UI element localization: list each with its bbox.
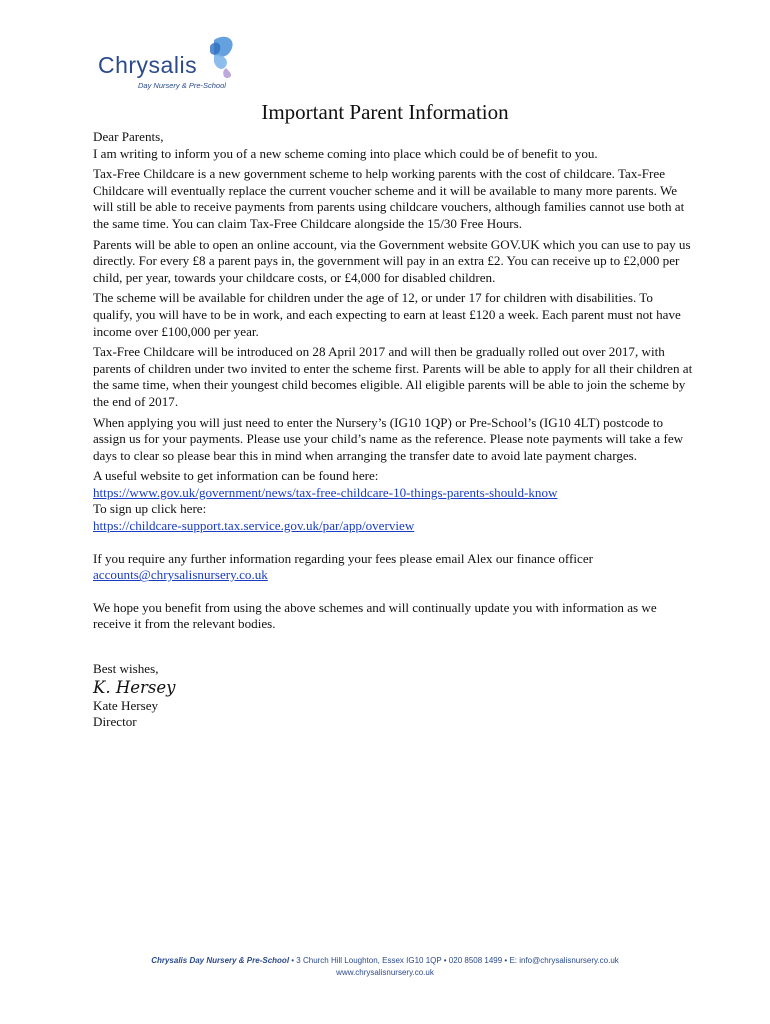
- signup-text: To sign up click here:: [93, 501, 207, 517]
- signoff: [93, 661, 693, 731]
- fees-email-link[interactable]: accounts@chrysalisnursery.co.uk: [93, 567, 268, 583]
- logo-name: Chrysalis: [98, 52, 198, 78]
- signup-link[interactable]: https://childcare-support.tax.service.gov.uk/par/app/overview: [93, 518, 415, 534]
- footer-details: • 3 Church Hill Loughton, Essex IG10 1QP • 020 8508 1499 • E: info@chrysalisnursery.co.uk: [289, 956, 619, 965]
- paragraph-eligibility: The scheme will be available for children under the age of 12, or under 17 for children with disabilities. To qualify, you will have to be in work, and each expecting to earn at least £120 a week. Each parent must not have income over £100,000 per year.: [93, 290, 681, 339]
- fees-section: [93, 551, 693, 584]
- signoff-greeting: Best wishes,: [93, 661, 159, 677]
- butterfly-icon: [200, 34, 240, 80]
- salutation: Dear Parents,: [93, 129, 164, 144]
- footer: [0, 955, 770, 979]
- page-title: Important Parent Information: [261, 100, 509, 124]
- footer-org: Chrysalis Day Nursery & Pre-School: [151, 956, 290, 965]
- footer-website[interactable]: www.chrysalisnursery.co.uk: [336, 968, 434, 977]
- paragraph-online-account: Parents will be able to open an online account, via the Government website GOV.UK which you can use to pay us directly. For every £8 a parent pays in, the government will pay in an extra £2. You can receive up to £2,000 per child, per year, towards your childcare costs, or £4,000 for disabled children.: [93, 236, 691, 285]
- closing-paragraph: We hope you benefit from using the above schemes and will continually update you with information as we receive it from the relevant bodies.: [93, 599, 657, 632]
- fees-text: If you require any further information regarding your fees please email Alex our finance officer: [93, 550, 594, 566]
- paragraph-tax-free-childcare: Tax-Free Childcare is a new government scheme to help working parents with the cost of childcare. Tax-Free Childcare will eventually replace the current voucher scheme and it will be available to many more parents. We will still be able to receive payments from parents using childcare vouchers, although families cannot use both at the same time. You can claim Tax-Free Childcare alongside the 15/30 Free Hours.: [93, 166, 685, 231]
- intro-paragraph: I am writing to inform you of a new scheme coming into place which could be of benefit to you.: [93, 145, 598, 161]
- signature: K. Hersey: [93, 677, 176, 697]
- info-link[interactable]: https://www.gov.uk/government/news/tax-free-childcare-10-things-parents-should-know: [93, 484, 558, 500]
- letter-body: [93, 129, 693, 731]
- chrysalis-logo: [98, 34, 273, 94]
- paragraph-rollout: Tax-Free Childcare will be introduced on 28 April 2017 and will then be gradually rolled out over 2017, with parents of children under two invited to enter the scheme first. Parents will be able to apply for all their children at the same time, when their youngest child becomes eligible. All eligible parents will be able to join the scheme by the end of 2017.: [93, 344, 693, 409]
- info-text: A useful website to get information can be found here:: [93, 468, 379, 484]
- signer-role: Director: [93, 714, 137, 730]
- links-section: [93, 468, 693, 534]
- logo-subtitle: Day Nursery & Pre-School: [138, 81, 226, 90]
- signer-name: Kate Hersey: [93, 697, 159, 713]
- paragraph-applying: When applying you will just need to enter the Nursery’s (IG10 1QP) or Pre-School’s (IG10 4LT) postcode to assign us for your payments. Please use your child’s name as the reference. Please note payments will take a few days to clear so please bear this in mind when arranging the transfer date to avoid late payment charges.: [93, 414, 684, 463]
